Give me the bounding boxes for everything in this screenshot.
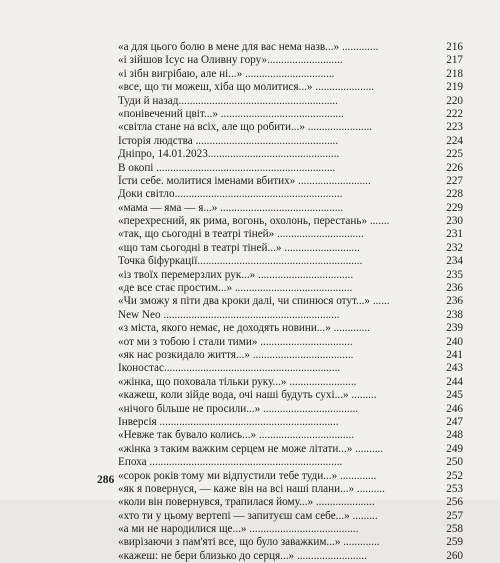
- toc-entry: [118, 456, 463, 469]
- toc-entry-page: 239: [446, 322, 463, 335]
- toc-entry-title: Іконостас...............................................................: [118, 362, 341, 375]
- toc-entry: [118, 41, 463, 54]
- toc-entry-page: 247: [446, 415, 463, 428]
- toc-entry-title: New Neo ...............................................................: [118, 308, 340, 321]
- toc-entry: [118, 269, 463, 282]
- toc-entry-page: 216: [446, 41, 463, 53]
- toc-entry-page: 241: [446, 348, 463, 361]
- toc-entry-title: «жінка, що поховала тільки руку...» ........................: [118, 375, 357, 388]
- toc-entry-title: «як нас розкидало життя...» ....................................: [118, 348, 354, 361]
- toc-entry-page: 252: [446, 469, 463, 482]
- toc-entry: [118, 54, 463, 67]
- toc-entry: [118, 483, 463, 496]
- toc-entry-page: 250: [446, 456, 463, 469]
- toc-entry-page: 226: [446, 161, 463, 174]
- toc-entry-title: В окопі ................................................................: [118, 161, 336, 174]
- toc-entry-title: «все, що ти можеш, хіба що молитися...» .....................: [118, 81, 375, 94]
- toc-entry: [118, 255, 463, 268]
- toc-entry-title: Їсти себе. молитися іменами вбитих» ..........................: [118, 174, 371, 187]
- toc-entry: [118, 403, 463, 416]
- toc-entry-title: «із твоїх перемерзлих рук...» ..................................: [118, 268, 354, 281]
- toc-entry-page: 257: [446, 509, 463, 522]
- toc-entry: [118, 295, 463, 308]
- toc-entry: [118, 175, 463, 188]
- toc-entry-page: 235: [446, 268, 463, 281]
- toc-entry-page: 253: [446, 482, 463, 495]
- toc-entry-page: 217: [446, 54, 463, 67]
- toc-entry-title: «жінка з таким важким серцем не може літати...» ..........: [118, 442, 384, 455]
- toc-entry-page: 249: [446, 442, 463, 455]
- toc-entry-page: 243: [446, 362, 463, 375]
- toc-entry: [118, 108, 463, 121]
- toc-entry-page: 259: [446, 536, 463, 549]
- toc-entry-page: 227: [446, 174, 463, 187]
- toc-entry: [118, 536, 463, 549]
- toc-entry-title: «а ми не народилися ще...» .......................................: [118, 523, 359, 536]
- toc-entry-page: 260: [446, 549, 463, 562]
- toc-entry-title: «от ми з тобою і стали тими» .................................: [118, 335, 353, 348]
- toc-entry-page: 219: [446, 81, 463, 94]
- table-of-contents: [118, 41, 463, 563]
- toc-entry: [118, 376, 463, 389]
- toc-entry: [118, 162, 463, 175]
- toc-entry: [118, 510, 463, 523]
- toc-entry-title: Історія людства ...................................................: [118, 134, 339, 147]
- toc-entry-title: «і зібн вигрібаю, але ні...» ................................: [118, 67, 335, 80]
- toc-entry: [118, 322, 463, 335]
- toc-entry-title: «хто ти у цьому вертепі — запитуєш сам себе...» .........: [118, 509, 378, 522]
- toc-entry: [118, 228, 463, 241]
- toc-entry-page: 236: [446, 295, 463, 308]
- toc-entry-title: «і зійшов Ісус на Оливну гору»...........................: [118, 54, 343, 67]
- toc-entry: [118, 443, 463, 456]
- toc-entry-page: 224: [446, 134, 463, 147]
- toc-entry: [118, 523, 463, 536]
- toc-entry-title: Інверсія ................................................................: [118, 415, 339, 428]
- toc-entry-title: «так, що сьогодні в театрі тіней» ...............................: [118, 228, 364, 241]
- toc-entry-title: «кажеш: не бери близько до серця...» .........................: [118, 549, 367, 562]
- toc-entry-page: 244: [446, 375, 463, 388]
- toc-entry: [118, 336, 463, 349]
- toc-entry-title: «з міста, якого немає, не доходять новини...» .............: [118, 322, 370, 335]
- toc-entry: [118, 282, 463, 295]
- toc-entry-title: Дніпро, 14.01.2023...............................................: [118, 148, 340, 161]
- toc-entry: [118, 550, 463, 563]
- toc-entry: [118, 202, 463, 215]
- toc-entry-title: Доки світло............................................................: [118, 188, 343, 201]
- toc-entry-title: «коли він повернувся, трапилася йому...» .....................: [118, 496, 375, 509]
- toc-entry-title: «кажеш, коли зійде вода, очі наші будуть сухі...» .........: [118, 389, 377, 402]
- toc-entry: [118, 135, 463, 148]
- toc-entry-page: 240: [446, 335, 463, 348]
- toc-entry-title: «вирізаючи з пам'яті все, що було заважким...» .............: [118, 536, 380, 549]
- toc-entry: [118, 470, 463, 483]
- toc-entry: [118, 68, 463, 81]
- toc-entry-page: 236: [446, 282, 463, 295]
- toc-entry: [118, 121, 463, 134]
- toc-entry: [118, 309, 463, 322]
- toc-entry-title: «світла стане на всіх, але що робити...» .......................: [118, 121, 373, 134]
- toc-entry-title: «нічого більше не просили...» ..................................: [118, 402, 359, 415]
- toc-entry: [118, 416, 463, 429]
- toc-entry-page: 256: [446, 496, 463, 509]
- toc-entry-title: «Невже так бувало колись...» ..................................: [118, 429, 355, 442]
- toc-entry-page: 223: [446, 121, 463, 134]
- toc-entry: [118, 429, 463, 442]
- toc-entry-title: Точка біфуркації...........................................................: [118, 255, 363, 268]
- toc-entry-title: «понівечений цвіт...» ............................................: [118, 107, 344, 120]
- toc-entry-title: «як я повернуся, — каже він на всі наші плани...» ..........: [118, 482, 385, 495]
- toc-entry: [118, 242, 463, 255]
- toc-entry-page: 229: [446, 201, 463, 214]
- toc-entry: [118, 496, 463, 509]
- toc-entry-title: «мама — яма — я...» ............................................: [118, 201, 344, 214]
- toc-entry-title: Епоха .....................................................................: [118, 456, 343, 469]
- toc-entry-page: 245: [446, 389, 463, 402]
- toc-entry-title: «сорок років тому ми відпустили тебе туди...» .............: [118, 469, 377, 482]
- toc-entry-title: «а для цього болю в мене для вас нема назв...» .............: [118, 41, 379, 53]
- toc-entry-page: 231: [446, 228, 463, 241]
- toc-entry: [118, 188, 463, 201]
- toc-entry-page: 218: [446, 67, 463, 80]
- toc-entry-title: «що там сьогодні в театрі тіней...» ...........................: [118, 241, 360, 254]
- toc-entry: [118, 148, 463, 161]
- toc-entry: [118, 389, 463, 402]
- toc-entry: [118, 349, 463, 362]
- toc-entry: [118, 95, 463, 108]
- toc-entry-page: 222: [446, 107, 463, 120]
- toc-entry-title: Туди й назад.........................................................: [118, 94, 338, 107]
- toc-entry: [118, 362, 463, 375]
- toc-entry-page: 220: [446, 94, 463, 107]
- toc-entry-page: 232: [446, 241, 463, 254]
- page-number: 286: [97, 474, 115, 486]
- toc-entry-page: 234: [446, 255, 463, 268]
- toc-entry: [118, 215, 463, 228]
- toc-entry-title: «Чи зможу я піти два кроки далі, чи спинюся отут...» ......: [118, 295, 390, 308]
- toc-entry-page: 230: [446, 215, 463, 228]
- toc-entry-page: 225: [446, 148, 463, 161]
- toc-entry-title: «де все стає простим...» ..........................................: [118, 282, 353, 295]
- toc-entry-title: «перехресний, як рима, вогонь, охолонь, перестань» .......: [118, 215, 390, 228]
- toc-entry-page: 246: [446, 402, 463, 415]
- toc-entry-page: 258: [446, 523, 463, 536]
- toc-entry: [118, 81, 463, 94]
- toc-entry-page: 228: [446, 188, 463, 201]
- toc-entry-page: 248: [446, 429, 463, 442]
- toc-entry-page: 238: [446, 308, 463, 321]
